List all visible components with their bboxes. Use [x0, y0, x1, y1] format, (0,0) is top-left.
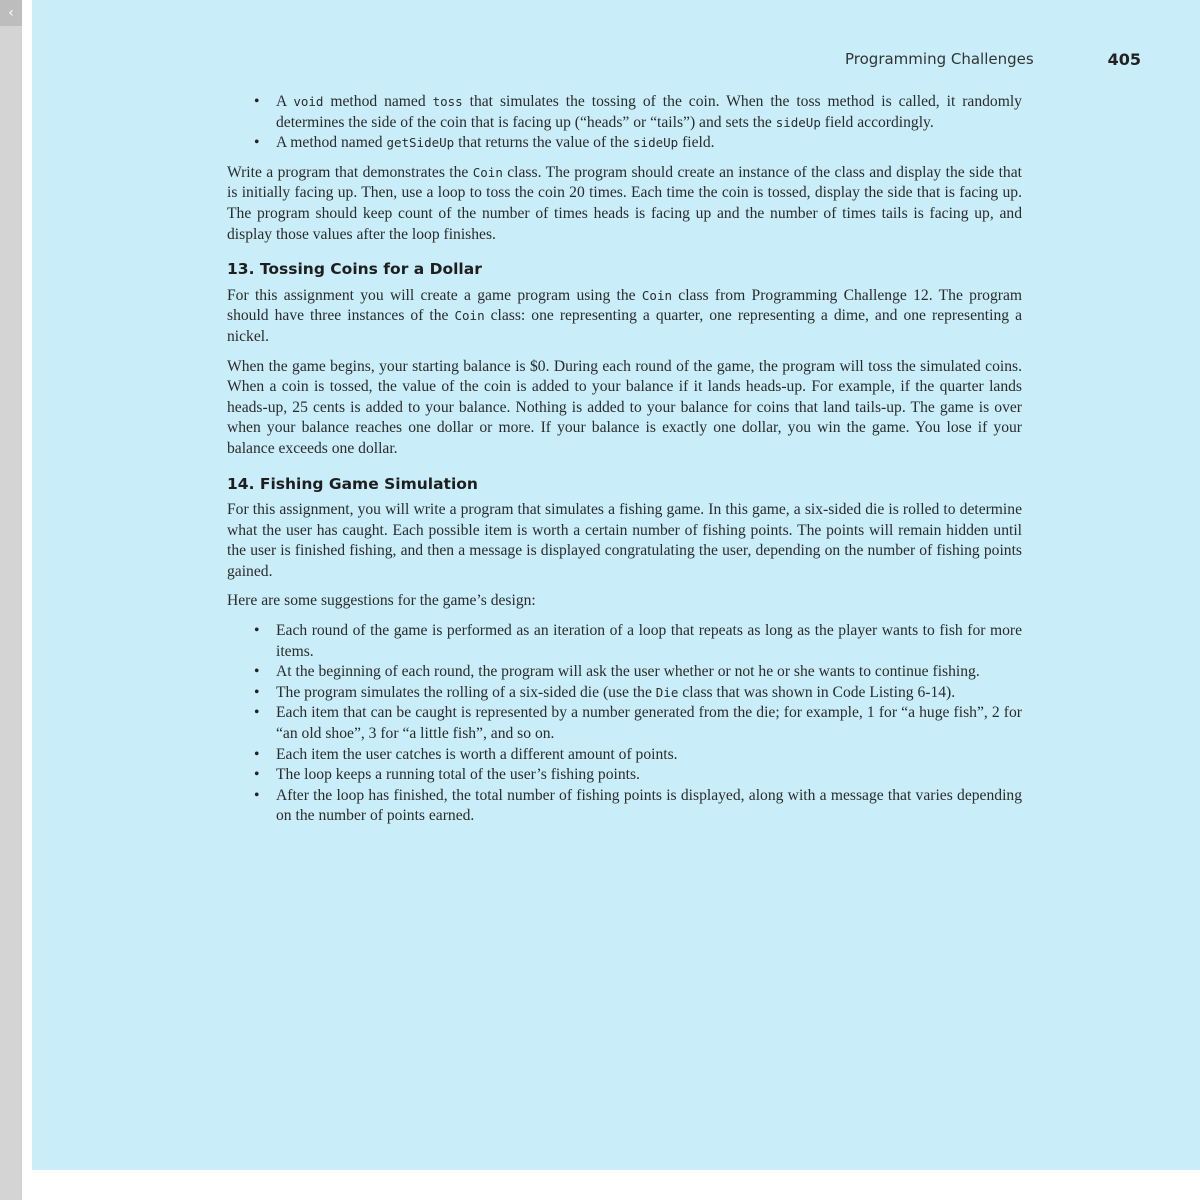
- body-text: field.: [678, 134, 715, 152]
- intro-paragraph: [227, 163, 1022, 245]
- body-text: The program simulates the rolling of a six-sided die (use the: [276, 683, 656, 701]
- body-text: class from Programming Challenge 12. The program should have three instances of the: [227, 286, 1022, 325]
- code-text: Coin: [641, 287, 672, 303]
- page-content: [227, 92, 1022, 836]
- list-item: [276, 683, 1022, 704]
- body-text: Write a program that demonstrates the: [227, 163, 473, 181]
- page-number: 405: [1107, 50, 1141, 69]
- code-text: sideUp: [775, 114, 821, 130]
- body-text: Each item that can be caught is represented by a number generated from the die; for example, 1 for “a huge fish”, 2 for “an old shoe”, 3 for “a little fish”, and so on.: [276, 704, 1022, 743]
- section-14-heading: 14. Fishing Game Simulation: [227, 474, 478, 493]
- body-text: For this assignment, you will write a program that simulates a fishing game. In this game, a six-sided die is rolled to determine what the user has caught. Each possible item is worth a certain number of fishing points. The points will remain hidden until the user is finished fishing, and then a message is displayed congratulating the user, depending on the number of fishing points gained.: [227, 501, 1022, 580]
- section-14-paragraph-1: [227, 500, 1022, 582]
- body-text: that simulates the tossing of the coin. When the toss method is called, it randomly determines the side of the coin that is facing up (“heads” or “tails”) and sets the: [276, 93, 1022, 131]
- code-text: void: [293, 94, 324, 109]
- body-text: field accordingly.: [820, 113, 934, 131]
- back-arrow-icon[interactable]: ‹: [0, 0, 22, 26]
- body-text: When the game begins, your starting balance is $0. During each round of the game, the program will toss the simulated coins. When a coin is tossed, the value of the coin is added to your balance if it lands heads-up. For example, if the quarter lands heads-up, 25 cents is added to your balance. Nothing is added to your balance for coins that land tails-up. The game is over when your balance reaches one dollar or more. If your balance is exactly one dollar, you win the game. You lose if your balance exceeds one dollar.: [227, 357, 1022, 457]
- code-text: Die: [655, 684, 679, 700]
- section-13-heading: 13. Tossing Coins for a Dollar: [227, 260, 482, 279]
- body-text: After the loop has finished, the total number of fishing points is displayed, along with a message that varies depending on the number of points earned.: [276, 786, 1022, 825]
- code-text: Coin: [472, 164, 503, 180]
- code-text: getSideUp: [386, 135, 455, 151]
- page-bottom-margin: [32, 1170, 1200, 1200]
- body-text: class: one representing a quarter, one representing a dime, and one representing a nickel.: [227, 307, 1023, 345]
- top-bullet-list: [227, 92, 1022, 154]
- body-text: A method named: [276, 134, 387, 152]
- code-text: Coin: [454, 308, 485, 324]
- body-text: A: [276, 93, 294, 110]
- left-scroll-rail[interactable]: [0, 0, 22, 1200]
- body-text: At the beginning of each round, the program will ask the user whether or not he or she wants to continue fishing.: [276, 663, 980, 681]
- body-text: The loop keeps a running total of the user’s fishing points.: [276, 766, 640, 784]
- page-header: [845, 50, 1141, 74]
- body-text: Here are some suggestions for the game’s design:: [227, 592, 536, 610]
- list-item: [276, 133, 1022, 154]
- list-item: [276, 765, 1022, 786]
- code-text: sideUp: [633, 135, 679, 151]
- body-text: Each item the user catches is worth a different amount of points.: [276, 745, 678, 763]
- list-item: [276, 703, 1022, 744]
- code-text: toss: [432, 94, 463, 109]
- body-text: Each round of the game is performed as an iteration of a loop that repeats as long as the player wants to fish for more items.: [276, 622, 1022, 660]
- body-text: class that was shown in Code Listing 6-14).: [678, 683, 956, 701]
- running-head: Programming Challenges: [845, 50, 1034, 68]
- body-text: method named: [323, 93, 433, 110]
- body-text: For this assignment you will create a game program using the: [227, 286, 642, 304]
- list-item: [276, 786, 1022, 827]
- section-13-paragraph-1: [227, 286, 1022, 348]
- body-text: that returns the value of the: [454, 134, 634, 152]
- body-text: class. The program should create an instance of the class and display the side that is initially facing up. Then, use a loop to toss the coin 20 times. Each time the coin is tossed, display the side that is facing up. The program should keep count of the number of times heads is facing up and the number of times tails is facing up, and display those values after the loop finishes.: [227, 163, 1022, 243]
- list-item: [276, 745, 1022, 766]
- section-14-paragraph-2: [227, 591, 1022, 612]
- section-14-bullet-list: [227, 621, 1022, 827]
- list-item: [276, 92, 1022, 133]
- section-13-paragraph-2: [227, 357, 1022, 460]
- list-item: [276, 662, 1022, 683]
- list-item: [276, 621, 1022, 662]
